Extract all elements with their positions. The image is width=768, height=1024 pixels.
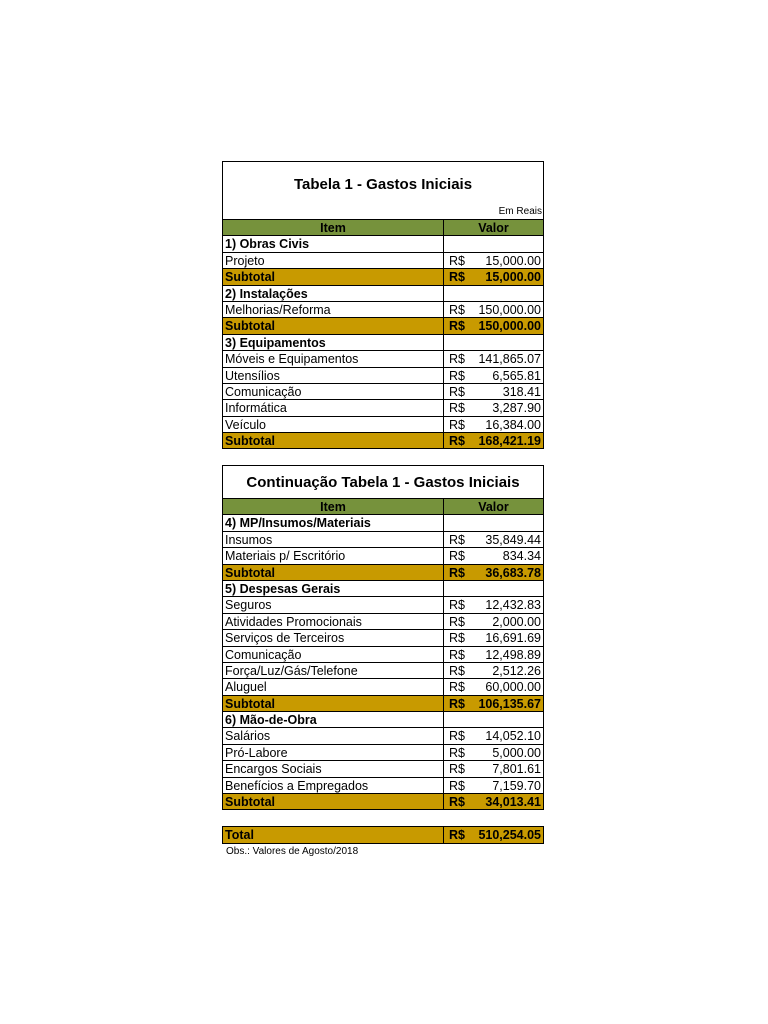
currency — [449, 286, 469, 301]
amount: 12,432.83 — [485, 598, 541, 613]
item-cell: Força/Luz/Gás/Telefone — [223, 663, 444, 678]
amount: 7,159.70 — [492, 778, 541, 793]
amount: 510,254.05 — [478, 828, 541, 842]
amount: 60,000.00 — [485, 680, 541, 695]
amount: 106,135.67 — [478, 696, 541, 711]
subtotal-row — [223, 432, 543, 448]
item-cell: Melhorias/Reforma — [223, 302, 444, 317]
value-cell — [444, 417, 543, 432]
currency: R$ — [449, 598, 465, 613]
subtotal-row — [223, 564, 543, 580]
amount: 2,512.26 — [492, 663, 541, 678]
value-cell — [444, 663, 543, 678]
amount: 16,384.00 — [485, 417, 541, 432]
table-body — [223, 514, 543, 809]
total-label: Total — [223, 827, 444, 843]
item-cell: Subtotal — [223, 565, 444, 580]
currency — [449, 581, 469, 596]
item-cell: Pró-Labore — [223, 745, 444, 760]
value-cell — [444, 433, 543, 448]
item-cell: Aluguel — [223, 679, 444, 694]
header-valor: Valor — [478, 221, 509, 235]
header-item: Item — [223, 499, 444, 514]
table-row — [223, 613, 543, 629]
total-block — [222, 826, 544, 844]
item-cell: Veículo — [223, 417, 444, 432]
item-cell: 5) Despesas Gerais — [223, 581, 444, 596]
value-cell — [444, 597, 543, 612]
amount: 168,421.19 — [478, 434, 541, 449]
item-cell: 2) Instalações — [223, 286, 444, 301]
value-cell — [444, 532, 543, 547]
table-row — [223, 678, 543, 694]
table-header-row — [223, 498, 543, 514]
amount — [469, 581, 541, 596]
item-cell: Projeto — [223, 253, 444, 268]
currency: R$ — [449, 778, 465, 793]
amount: 16,691.69 — [485, 631, 541, 646]
table-row — [223, 416, 543, 432]
total-row — [222, 826, 544, 844]
table-header-row — [223, 219, 543, 235]
item-cell: Comunicação — [223, 647, 444, 662]
table-title: Tabela 1 - Gastos Iniciais — [293, 175, 473, 193]
item-cell: 1) Obras Civis — [223, 236, 444, 251]
amount: 7,801.61 — [492, 762, 541, 777]
value-cell — [444, 351, 543, 366]
amount — [469, 712, 541, 727]
table-gastos-iniciais — [222, 161, 544, 449]
section-row — [223, 334, 543, 350]
currency: R$ — [449, 696, 465, 711]
header-valor: Valor — [478, 500, 509, 514]
value-cell — [444, 368, 543, 383]
amount: 15,000.00 — [485, 270, 541, 285]
currency: R$ — [449, 729, 465, 744]
table-row — [223, 301, 543, 317]
item-cell: 4) MP/Insumos/Materiais — [223, 515, 444, 530]
value-cell — [444, 745, 543, 760]
value-cell — [444, 286, 543, 301]
amount: 2,000.00 — [492, 614, 541, 629]
value-cell — [444, 384, 543, 399]
currency: R$ — [449, 532, 465, 547]
currency — [449, 712, 469, 727]
value-cell — [444, 728, 543, 743]
amount: 5,000.00 — [492, 745, 541, 760]
currency: R$ — [449, 417, 465, 432]
item-cell: Móveis e Equipamentos — [223, 351, 444, 366]
item-cell: Utensílios — [223, 368, 444, 383]
currency: R$ — [449, 384, 465, 399]
item-cell: 6) Mão-de-Obra — [223, 712, 444, 727]
amount — [469, 335, 541, 350]
item-cell: Encargos Sociais — [223, 761, 444, 776]
table-row — [223, 383, 543, 399]
amount — [469, 515, 541, 530]
value-cell — [444, 647, 543, 662]
amount: 141,865.07 — [478, 352, 541, 367]
value-cell — [444, 318, 543, 333]
observation-note: Obs.: Valores de Agosto/2018 — [226, 846, 359, 857]
value-cell — [444, 581, 543, 596]
amount: 36,683.78 — [485, 565, 541, 580]
section-row — [223, 580, 543, 596]
item-cell: Serviços de Terceiros — [223, 630, 444, 645]
item-cell: Materiais p/ Escritório — [223, 548, 444, 563]
value-cell — [444, 712, 543, 727]
table-row — [223, 252, 543, 268]
amount: 150,000.00 — [478, 302, 541, 317]
item-cell: Seguros — [223, 597, 444, 612]
item-cell: Subtotal — [223, 696, 444, 711]
amount — [469, 286, 541, 301]
amount: 318.41 — [502, 384, 541, 399]
item-cell: Benefícios a Empregados — [223, 778, 444, 793]
section-row — [223, 711, 543, 727]
value-cell — [444, 302, 543, 317]
value-cell — [444, 614, 543, 629]
currency: R$ — [449, 319, 465, 334]
table-row — [223, 596, 543, 612]
amount: 15,000.00 — [485, 253, 541, 268]
currency: R$ — [449, 270, 465, 285]
value-cell — [444, 548, 543, 563]
item-cell: Comunicação — [223, 384, 444, 399]
amount: 834.34 — [502, 549, 541, 564]
value-cell — [444, 696, 543, 711]
currency: R$ — [449, 680, 465, 695]
table-row — [223, 744, 543, 760]
amount: 150,000.00 — [478, 319, 541, 334]
table-row — [223, 547, 543, 563]
section-row — [223, 514, 543, 530]
table-row — [223, 777, 543, 793]
value-cell — [444, 236, 543, 251]
item-cell: Informática — [223, 400, 444, 415]
item-cell: Subtotal — [223, 269, 444, 284]
amount: 3,287.90 — [492, 401, 541, 416]
value-cell — [444, 565, 543, 580]
currency: R$ — [449, 663, 465, 678]
currency: R$ — [449, 745, 465, 760]
amount: 14,052.10 — [485, 729, 541, 744]
table-row — [223, 399, 543, 415]
item-cell: Subtotal — [223, 794, 444, 809]
currency: R$ — [449, 302, 465, 317]
value-cell — [444, 778, 543, 793]
currency — [449, 236, 469, 251]
section-row — [223, 235, 543, 251]
value-cell — [444, 335, 543, 350]
value-cell — [444, 515, 543, 530]
table-row — [223, 350, 543, 366]
currency: R$ — [449, 253, 465, 268]
header-item: Item — [223, 220, 444, 235]
currency: R$ — [449, 614, 465, 629]
item-cell: Salários — [223, 728, 444, 743]
subtotal-row — [223, 793, 543, 809]
value-cell — [444, 400, 543, 415]
total-value — [444, 827, 543, 843]
section-row — [223, 285, 543, 301]
value-cell — [444, 679, 543, 694]
table-title: Continuação Tabela 1 - Gastos Iniciais — [246, 473, 520, 491]
value-cell — [444, 630, 543, 645]
item-cell: Insumos — [223, 532, 444, 547]
currency: R$ — [449, 401, 465, 416]
table-row — [223, 531, 543, 547]
item-cell: Atividades Promocionais — [223, 614, 444, 629]
value-cell — [444, 761, 543, 776]
value-cell — [444, 269, 543, 284]
table-frame — [222, 161, 544, 449]
currency: R$ — [449, 647, 465, 662]
amount — [469, 236, 541, 251]
currency: R$ — [449, 549, 465, 564]
amount: 12,498.89 — [485, 647, 541, 662]
currency: R$ — [449, 795, 465, 810]
item-cell: Subtotal — [223, 318, 444, 333]
value-cell — [444, 253, 543, 268]
currency: R$ — [449, 565, 465, 580]
item-cell: Subtotal — [223, 433, 444, 448]
table-row — [223, 367, 543, 383]
table-frame — [222, 465, 544, 810]
currency: R$ — [449, 762, 465, 777]
table-row — [223, 760, 543, 776]
amount: 34,013.41 — [485, 795, 541, 810]
table-continuacao — [222, 465, 544, 810]
subtotal-row — [223, 317, 543, 333]
subtotal-row — [223, 268, 543, 284]
currency: R$ — [449, 352, 465, 367]
table-row — [223, 629, 543, 645]
table-row — [223, 662, 543, 678]
amount: 35,849.44 — [485, 532, 541, 547]
currency: R$ — [449, 368, 465, 383]
value-cell — [444, 794, 543, 809]
amount: 6,565.81 — [492, 368, 541, 383]
item-cell: 3) Equipamentos — [223, 335, 444, 350]
table-row — [223, 646, 543, 662]
table-body — [223, 235, 543, 448]
subtotal-row — [223, 695, 543, 711]
currency — [449, 515, 469, 530]
currency: R$ — [449, 631, 465, 646]
currency — [449, 335, 469, 350]
table-row — [223, 727, 543, 743]
currency: R$ — [449, 434, 465, 449]
currency: R$ — [449, 828, 465, 842]
unit-note: Em Reais — [498, 206, 542, 217]
